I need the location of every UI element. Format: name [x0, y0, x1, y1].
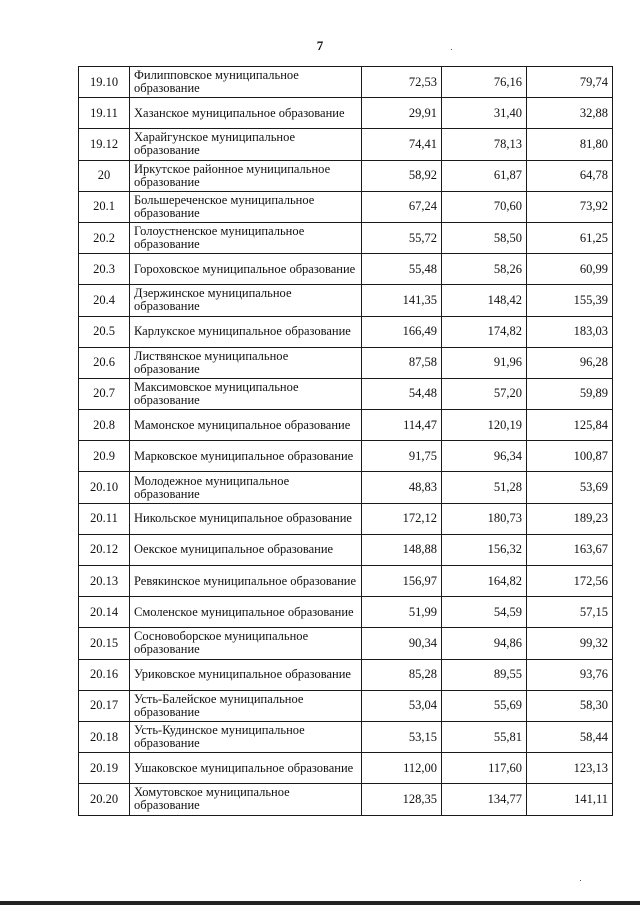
value-1: 91,75	[362, 441, 442, 472]
value-1: 53,15	[362, 721, 442, 752]
value-1: 156,97	[362, 566, 442, 597]
table-row	[79, 597, 613, 628]
value-2: 174,82	[442, 316, 527, 347]
table-row	[79, 753, 613, 784]
value-3: 100,87	[527, 441, 613, 472]
row-number: 20.9	[79, 441, 130, 472]
table-row	[79, 534, 613, 565]
value-2: 76,16	[442, 67, 527, 98]
table-row	[79, 410, 613, 441]
value-1: 29,91	[362, 98, 442, 129]
value-2: 31,40	[442, 98, 527, 129]
municipality-name: Большереченское муниципальное образование	[130, 191, 362, 222]
scan-edge	[0, 901, 640, 905]
table-row	[79, 784, 613, 815]
municipality-name: Мамонское муниципальное образование	[130, 410, 362, 441]
value-1: 141,35	[362, 285, 442, 316]
row-number: 20.20	[79, 784, 130, 815]
data-table	[78, 66, 613, 816]
value-1: 90,34	[362, 628, 442, 659]
municipality-name: Усть-Балейское муниципальное образование	[130, 690, 362, 721]
municipality-name: Усть-Кудинское муниципальное образование	[130, 721, 362, 752]
row-number: 19.10	[79, 67, 130, 98]
row-number: 20.8	[79, 410, 130, 441]
table-row	[79, 659, 613, 690]
value-1: 55,72	[362, 222, 442, 253]
table-row	[79, 222, 613, 253]
municipality-name: Уриковское муниципальное образование	[130, 659, 362, 690]
value-1: 67,24	[362, 191, 442, 222]
municipality-name: Ушаковское муниципальное образование	[130, 753, 362, 784]
table-row	[79, 254, 613, 285]
value-2: 61,87	[442, 160, 527, 191]
table-row	[79, 441, 613, 472]
table-row	[79, 690, 613, 721]
value-3: 123,13	[527, 753, 613, 784]
municipality-name: Харайгунское муниципальное образование	[130, 129, 362, 160]
table-row	[79, 98, 613, 129]
value-3: 64,78	[527, 160, 613, 191]
page-number: 7	[316, 38, 324, 53]
table-row	[79, 316, 613, 347]
value-2: 55,81	[442, 721, 527, 752]
value-1: 148,88	[362, 534, 442, 565]
value-3: 155,39	[527, 285, 613, 316]
value-2: 156,32	[442, 534, 527, 565]
row-number: 20.6	[79, 347, 130, 378]
value-2: 148,42	[442, 285, 527, 316]
row-number: 20.14	[79, 597, 130, 628]
row-number: 20.3	[79, 254, 130, 285]
row-number: 20.5	[79, 316, 130, 347]
value-3: 93,76	[527, 659, 613, 690]
row-number: 20.10	[79, 472, 130, 503]
value-2: 78,13	[442, 129, 527, 160]
value-3: 60,99	[527, 254, 613, 285]
municipality-name: Сосновоборское муниципальное образование	[130, 628, 362, 659]
value-2: 94,86	[442, 628, 527, 659]
value-2: 120,19	[442, 410, 527, 441]
table-row	[79, 628, 613, 659]
row-number: 20.15	[79, 628, 130, 659]
table-body	[79, 67, 613, 816]
value-2: 54,59	[442, 597, 527, 628]
value-3: 163,67	[527, 534, 613, 565]
value-3: 79,74	[527, 67, 613, 98]
value-2: 55,69	[442, 690, 527, 721]
value-2: 58,26	[442, 254, 527, 285]
value-2: 96,34	[442, 441, 527, 472]
value-1: 85,28	[362, 659, 442, 690]
municipality-name: Максимовское муниципальное образование	[130, 378, 362, 409]
row-number: 20.2	[79, 222, 130, 253]
row-number: 20.16	[79, 659, 130, 690]
table-row	[79, 721, 613, 752]
value-2: 91,96	[442, 347, 527, 378]
value-2: 164,82	[442, 566, 527, 597]
row-number: 20.1	[79, 191, 130, 222]
value-3: 183,03	[527, 316, 613, 347]
value-1: 112,00	[362, 753, 442, 784]
value-1: 114,47	[362, 410, 442, 441]
value-3: 53,69	[527, 472, 613, 503]
value-2: 51,28	[442, 472, 527, 503]
table-row	[79, 503, 613, 534]
value-3: 125,84	[527, 410, 613, 441]
value-1: 172,12	[362, 503, 442, 534]
table-row	[79, 347, 613, 378]
value-2: 58,50	[442, 222, 527, 253]
value-2: 57,20	[442, 378, 527, 409]
value-3: 81,80	[527, 129, 613, 160]
row-number: 19.12	[79, 129, 130, 160]
value-1: 87,58	[362, 347, 442, 378]
row-number: 20.17	[79, 690, 130, 721]
value-3: 189,23	[527, 503, 613, 534]
value-1: 51,99	[362, 597, 442, 628]
value-1: 128,35	[362, 784, 442, 815]
municipality-name: Карлукское муниципальное образование	[130, 316, 362, 347]
value-3: 99,32	[527, 628, 613, 659]
table-row	[79, 285, 613, 316]
municipality-name: Марковское муниципальное образование	[130, 441, 362, 472]
value-3: 32,88	[527, 98, 613, 129]
municipality-name: Филипповское муниципальное образование	[130, 67, 362, 98]
municipality-name: Хазанское муниципальное образование	[130, 98, 362, 129]
municipality-name: Ревякинское муниципальное образование	[130, 566, 362, 597]
table-row	[79, 378, 613, 409]
municipality-name: Смоленское муниципальное образование	[130, 597, 362, 628]
row-number: 20.19	[79, 753, 130, 784]
municipality-name: Оекское муниципальное образование	[130, 534, 362, 565]
value-2: 117,60	[442, 753, 527, 784]
value-2: 180,73	[442, 503, 527, 534]
value-3: 73,92	[527, 191, 613, 222]
value-3: 58,30	[527, 690, 613, 721]
municipality-name: Иркутское районное муниципальное образование	[130, 160, 362, 191]
value-3: 57,15	[527, 597, 613, 628]
table-row	[79, 472, 613, 503]
value-1: 72,53	[362, 67, 442, 98]
row-number: 19.11	[79, 98, 130, 129]
row-number: 20	[79, 160, 130, 191]
municipality-name: Гороховское муниципальное образование	[130, 254, 362, 285]
value-1: 55,48	[362, 254, 442, 285]
table-row	[79, 191, 613, 222]
value-3: 58,44	[527, 721, 613, 752]
municipality-name: Молодежное муниципальное образование	[130, 472, 362, 503]
value-3: 96,28	[527, 347, 613, 378]
row-number: 20.13	[79, 566, 130, 597]
municipality-name: Никольское муниципальное образование	[130, 503, 362, 534]
table-row	[79, 566, 613, 597]
row-number: 20.4	[79, 285, 130, 316]
table-row	[79, 129, 613, 160]
value-2: 70,60	[442, 191, 527, 222]
value-1: 54,48	[362, 378, 442, 409]
table-row	[79, 67, 613, 98]
value-3: 172,56	[527, 566, 613, 597]
value-1: 58,92	[362, 160, 442, 191]
value-1: 53,04	[362, 690, 442, 721]
row-number: 20.12	[79, 534, 130, 565]
value-3: 59,89	[527, 378, 613, 409]
value-1: 48,83	[362, 472, 442, 503]
value-1: 74,41	[362, 129, 442, 160]
scan-speck	[580, 880, 581, 881]
value-2: 134,77	[442, 784, 527, 815]
municipality-name: Голоустненское муниципальное образование	[130, 222, 362, 253]
value-2: 89,55	[442, 659, 527, 690]
value-3: 61,25	[527, 222, 613, 253]
value-3: 141,11	[527, 784, 613, 815]
scan-speck	[451, 49, 452, 50]
municipality-name: Дзержинское муниципальное образование	[130, 285, 362, 316]
table-row	[79, 160, 613, 191]
value-1: 166,49	[362, 316, 442, 347]
row-number: 20.7	[79, 378, 130, 409]
row-number: 20.11	[79, 503, 130, 534]
municipality-name: Листвянское муниципальное образование	[130, 347, 362, 378]
municipality-name: Хомутовское муниципальное образование	[130, 784, 362, 815]
row-number: 20.18	[79, 721, 130, 752]
